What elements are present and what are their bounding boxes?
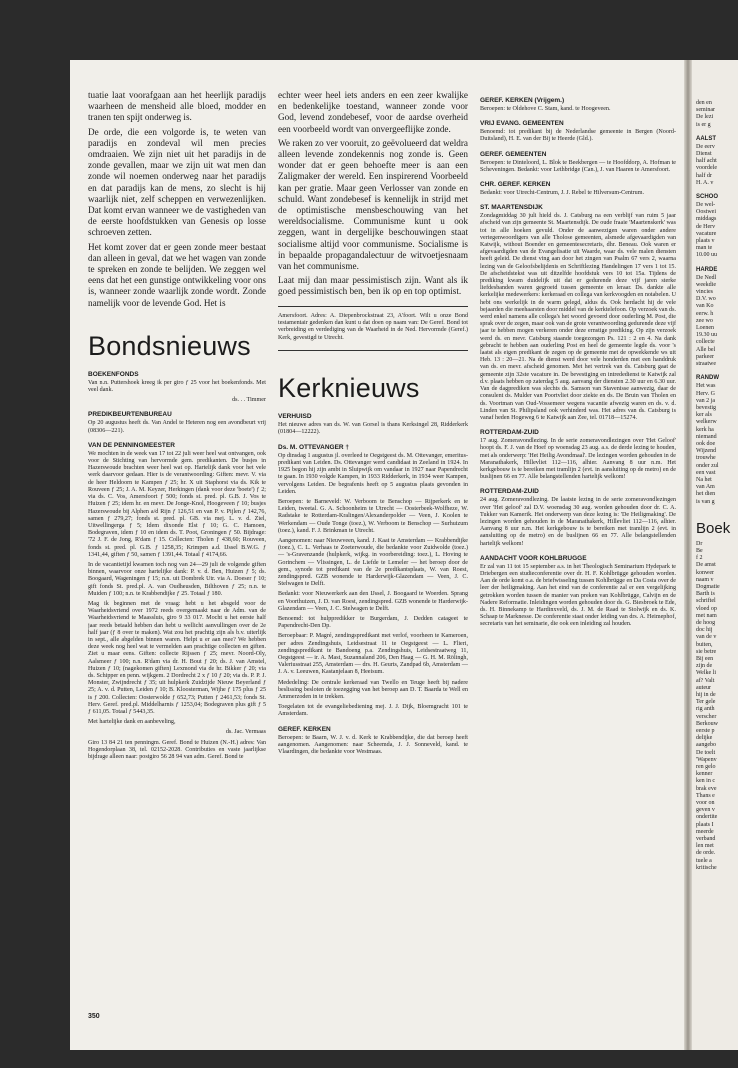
news-item-title: ROTTERDAM-ZUID [480, 429, 539, 437]
text-fragment: de orde. [696, 850, 716, 857]
text-fragment: Welke li [696, 670, 717, 677]
magazine-page [70, 60, 684, 1050]
text-fragment: geven v [696, 807, 715, 814]
book-spine [684, 60, 692, 1050]
text-fragment: van de v [696, 634, 717, 641]
text-fragment: 'Wapenv [696, 756, 717, 763]
text-fragment: D.V. wo [696, 296, 716, 303]
text-fragment: Loenen [696, 325, 714, 332]
text-fragment: Dienst [696, 151, 712, 158]
news-item-text: 24 aug. Zomeravondlezing. De laatste lezing in de serie zomeravondlezingen over 'Het geloof' zal D.V. woensdag 30 aug. worden gehouden door dr. C. A. Tukker van Kamerik. Het onderwerp van deze lezing is: 'De Heiligmaking'. De lezingen worden gehouden in de Maranathakerk, Hillevliet 112—116, alhier. Aanvang 8 uur n.m. Het kerkgebouw is te bereiken met tramlijn 2 (evt. in aansluiting op de metro) en de buslijnen 66 en 77. Alle belangstellenden hartelijk welkom! [480, 497, 676, 547]
text-fragment: Thans e [696, 792, 715, 799]
text-fragment: De toelt [696, 749, 716, 756]
text-fragment: onder zul [696, 462, 719, 469]
text-fragment: welkerw [696, 419, 717, 426]
text-fragment: naam v [696, 576, 714, 583]
news-item-text: In de vacantietijd kwamen toch nog van 24—29 juli de volgende giften binnen, waarvoor onze hartelijke dank: P. v. d. Ben, Huizen ƒ 5; ds. Boogaard, Wageningen ƒ 15; n.n. uit Dombrek Utr. via A. Doeser ƒ 10; gift fonds St. pred.pl. A. van Oudheusden, Bilthoven ƒ 25; n.n. te Muiden ƒ 100; n.n. te Krabbendijke ƒ 25. Totaal ƒ 180. [88, 561, 266, 597]
text-fragment: 19.30 uu [696, 332, 717, 339]
text-fragment: Dogmatie [696, 583, 720, 590]
news-item-text: Op 20 augustus heeft ds. Van Andel te Heteren nog een avondbeurt vrij (08306—221). [88, 420, 266, 434]
section-heading-kerknieuws: Kerknieuws [278, 373, 420, 404]
next-page-text [696, 100, 738, 872]
news-item-text: Het nieuwe adres van ds. W. van Gorsel is thans Kerksingel 28, Ridderkerk (01804—12222). [278, 422, 468, 436]
news-item-text: Zondagmiddag 30 juli hield ds. J. Catsburg na een verblijf van ruim 5 jaar afscheid van zijn gemeente St. Maartensdijk. De oude fraaie 'Maartenskerk' was tot in alle hoeken gevuld. Onder de aanwezigen waren onder andere vertegenwoordigers van alle Tholose gemeenten, alsmede afgevaardigden van Katwijk, without Boender en gemeentesecretaris, dhr. Beneau. Ook waren er afgevaardigden van de Evangelisatie uit Waarde, waar ds. vele malen diensten heeft geleid. De dienst ving aan door het zingen van Psalm 67 vers 2, waarna lezing van de Geloofsbelijdenis en Schriftlezing Handelingen 17 vers 1 tot 15. De afscheidstekst was uit ditzelfde hoofdstuk vers 10 tot 15a. Tijdens de prediking kwam duidelijk uit dat er gedurende deze vijf jaren sterke liefdesbanden waren gegroeid tussen gemeente en leraar. Ds. dankte alle kerkelijke medewerkers: kerkeraad en collega van kerkvoogden en notabelen. U hebt ons werkelijk in de warm gelegd, aldus ds. Ook herdacht hij de vele bejaarden die meehaarsten door middel van de kerktelefoon. Op verzoek van ds. werd enkel namens alle collega's het woord gevoerd door ouderling M. Post, die sprak over de zegen, maar ook van de grote verantwoording gedurende deze vijf jaar te hebben mogen verkeren onder deze ernstige prediking. Op zijn verzoek werd ds. en mevr. Catsburg staande toegezongen Ps. 121 : 2 en 4. Na dank gebracht te hebben aan ouderling Post en heel de gemeente legde ds. voor 's laatst als eigen predikant de zegen op de gemeente met de opwekkende ws uit Heb. 13 : 20—21. Na de dienst werd door vele honderden met een handdruk van ds. en mevr. afscheid genomen. Met het vertrek van ds. Catsburg gaat de gemeente zijn 32ste vacature in. De bevestiging en intrededienst te Katwijk zal d.v. plaats hebben op zaterdag 5 aug. aanvang der diensten 2.30 uur en 6.30 uur. Van de dagprediken was slechts ds. Samson van Stavenisse aanwezig, daar de consulent ds. Mulder van Poortvliet door ziekte en ds. De Bruin van Tholen en ds. Voortman van Oud-Vossemeer wegens vacantie afwezig waren en ds. v. d. Linden van St. Philipsland ook verhinderd was. Het adres van ds. Catsburg is vanaf heden Hogeweg 6 te Katwijk aan Zee, tel. 01718—15274. [480, 213, 676, 421]
text-fragment: straatwe [696, 361, 716, 368]
text-fragment: De lezi [696, 114, 714, 121]
text-fragment: af? Valt [696, 677, 715, 684]
text-fragment: sie betre [696, 648, 717, 655]
text-fragment: met nam [696, 612, 717, 619]
divider [278, 350, 468, 351]
text-fragment: delijke [696, 735, 713, 742]
text-fragment: ook doe [696, 440, 716, 447]
heading-fragment: Boek [696, 519, 731, 537]
text-fragment: ken in c [696, 778, 715, 785]
text-fragment: Het was [696, 383, 716, 390]
page-number: 350 [88, 1013, 100, 1020]
body-paragraph: tuatie laat voorafgaan aan het heerlijk paradijs waarheen de mensheid alle bloed, modder en tranen ten spijt onderweg is. [88, 90, 266, 123]
text-fragment: voor on [696, 800, 715, 807]
news-item-text: Met hartelijke dank en aanbeveling, [88, 719, 176, 726]
text-fragment: is er g [696, 121, 711, 128]
text-fragment: vincies [696, 289, 713, 296]
text-fragment: collecte [696, 339, 715, 346]
text-fragment: voordele [696, 165, 717, 172]
news-item-text: ds. . . Timmer [232, 397, 266, 404]
body-paragraph: De orde, die een volgorde is, te weten van paradijs en zondeval wil men precies omdraaien. We zijn niet uit het paradijs in de zonde gevallen, maar we zijn uit wat men dan zonde wil noemen onderweg naar het paradijs en dat paradijs kan de mens, zo slecht is hij waarlijk niet, zelf scheppen en verwezenlijken. Dat komt ervan wanneer we de vastigheden van de eerste hoofdstukken van Genesis op losse schroeven zetten. [88, 126, 266, 238]
text-fragment: 10.00 uu [696, 252, 717, 259]
text-fragment: zijn de [696, 663, 713, 670]
news-item-title: GEREF. KERKEN [278, 725, 331, 733]
text-fragment: het dien [696, 491, 716, 498]
text-fragment: Bij een [696, 656, 714, 662]
news-item-text: Bedankt: voor Nieuwerkerk aan den IJssel, J. Boogaard te Woerden. Sprang en Voorthuizen, J. D. van Roest, zendingspred. GZB wonende te Harderwijk-Glazendam — Veen, J. C. Stelwagen te Delft. [278, 591, 468, 612]
text-fragment: auteur [696, 684, 711, 691]
text-fragment: verscher [696, 713, 717, 720]
text-fragment: ren gelo [696, 764, 716, 771]
text-fragment: kerk ha [696, 426, 714, 433]
body-paragraph: echter weer heel iets anders en een zeer kwalijke en bedenkelijke toestand, wanneer zonde voor God, levend zondebesef, voor de aardse overheid een voorbeeld wordt van onvergeeflijke zonde. [278, 90, 468, 134]
text-fragment: Oostwei [696, 209, 716, 216]
news-item-title: CHR. GEREF. KERKEN [480, 181, 551, 189]
news-item-text: Bedankt: voor Utrecht-Centrum, J. J. Rebel te Hilversum-Centrum. [480, 190, 644, 197]
news-item-text: Beroepen: te Dinteloord, L. Blok te Beekbergen — te Hoofddorp, A. Hofman te Scheveningen. Bedankt: voor Lethbridge (Can.), J. van Haaren te Amersfoort. [480, 159, 676, 173]
text-fragment: eerw. h [696, 310, 714, 317]
column-1 [88, 90, 266, 764]
text-fragment: hij in de [696, 692, 716, 699]
body-paragraph: Laat mij dan maar pessimistisch zijn. Want als ik goed pessimistisch ben, ben ik op en top optimist. [278, 275, 468, 297]
text-fragment: de hoog [696, 619, 716, 626]
news-item-text: Er zal van 11 tot 15 september a.s. in het Theologisch Seminarium Hydepark te Driebergen een studieconferentie over dr. H. F. Kohlbrügge gehouden worden. Aan de orde komt o.a. de briefwisseling tussen Kohlbrügge en Da Costa over de leer der heiligmaking. Aan het eind van de conferentie zal er een vergelijking getrokken worden tussen de manier van preken van Kohlbrügge, Calvijn en de Nadere Reformatie. Inleidingen worden gehouden door ds. G. Biesbroek te Ede, ds. H. Binnekamp te Hardinxveld, ds. J. M. de Raad te Stolwijk en ds. K. Schaap te Marknesse. De conferentie staat onder leiding van drs. A. Heimephof, secretaris van het seminarie, die ook een inleiding zal houden. [480, 563, 676, 628]
text-fragment: half dr [696, 172, 712, 179]
text-fragment: bevestig [696, 404, 716, 411]
body-paragraph: We raken zo ver vooruit, zo geëvolueerd dat weldra alleen levende zondekennis nog zonde is. Geen wonder dat er geen behoefte meer is aan een Zaligmaker der wereld. Een inspirerend Voorbeeld kan per gratie. Maar geen Verlosser van zonde en schuld. Want zondebesef is kennelijk in strijd met de optimistische mensbeschouwing van het wereldsocialisme. Communisme kunt u ook zeggen, want in dergelijke beschouwingen staat socialisme altijd voor communisme. Socialisme is in bepaalde propagandalectuur de witvoetjesnaam van het communisme. [278, 137, 468, 272]
text-fragment: plaats I [696, 821, 714, 828]
text-fragment: ondertite [696, 814, 718, 821]
text-fragment: niemand [696, 433, 717, 440]
column-3 [480, 90, 676, 632]
text-fragment: den en [696, 100, 712, 106]
text-fragment: buiten, [696, 641, 713, 648]
body-paragraph: Het komt zover dat er geen zonde meer bestaat dan alleen in geval, dat we het wagen van zonde te spreken en zonde te belijden. We zeggen wel eens dat het een gunstige ontwikkeling voor ons is, wanneer zonde waarlijk zonde wordt. Zonde namelijk voor de levende God. Het is [88, 241, 266, 308]
text-fragment: Wijzend [696, 448, 717, 455]
news-item-title: VERHUISD [278, 413, 312, 421]
news-item-title: AANDACHT VOOR KOHLBRUGGE [480, 554, 587, 562]
next-page-edge [692, 60, 738, 1050]
text-fragment: weekdie [696, 281, 716, 288]
text-fragment: parkeer [696, 353, 714, 360]
text-fragment: Dr [696, 540, 703, 547]
text-fragment: man te [696, 245, 713, 252]
text-fragment: zee wo [696, 317, 713, 324]
news-item-text: 17 aug. Zomeravondlezing. In de serie zomeravondlezingen over 'Het Geloof' hoopt ds. F. J. van de Hoef op woensdag 23 aug. a.s. de derde lezing te houden, met als onderwerp: 'Het Heilig Avondmaal'. De lezingen worden gehouden in de Maranathakerk, Hillevliet 112—116, alhier. Aanvang 8 uur n.m. Het kerkgebouw is te bereiken met tramlijn 2 (evt. in aansluiting op de metro) en de buslijnen 66 en 77. Alle belangstellenden hartelijk welkom! [480, 438, 676, 481]
divider [278, 306, 468, 307]
text-fragment: Na het [696, 476, 712, 483]
text-fragment: De Nedl [696, 274, 717, 281]
news-item-title: BOEKENFONDS [88, 370, 139, 378]
text-fragment: Herv. G [696, 390, 715, 397]
text-fragment: Berkouw [696, 720, 718, 727]
text-fragment: De wel- [696, 202, 716, 209]
text-fragment: ker als [696, 412, 712, 419]
text-fragment: De amst [696, 562, 716, 569]
text-fragment: seminar [696, 107, 715, 114]
text-fragment: van 2 ja [696, 397, 715, 404]
news-item-text: Van n.n. Puttershoek kreeg ik per giro ƒ 25 voor het boekenfonds. Met veel dank. [88, 379, 266, 394]
column-2 [278, 90, 468, 759]
news-item-title: VAN DE PENNINGMEESTER [88, 441, 175, 449]
news-item-title: PREDIKBEURTENBUREAU [88, 411, 172, 419]
news-item-text: Beroepen: te Barneveld: W. Verboom te Benschop — Rijperkerk en te Leiden, tweetal. G. A. Schoonheim te Utrecht — Oosterbeek-Wolfheze, W. Radstake te Rotterdam-Kralingen/Alexanderpolder — Veen, J. Koolen te Werkendam — Oude Tonge (toez.), W. Verboom te Benschop — Surhuizum (toez.), kand. F. J. Brinkman te Utrecht. [278, 498, 468, 534]
news-item-text: Beroepen: te Oldehove C. Stam, kand. te Hoogeveen. [480, 106, 611, 112]
text-fragment: tuele a [696, 857, 712, 864]
news-item-text: Benoemd: tot hulppredikker te Burgerdam, J. Dedden catageet te Papendrecht-Den Dp. [278, 615, 468, 630]
text-fragment: meerde [696, 828, 714, 835]
news-item-title: Ds. M. OTTEVANGER † [278, 443, 350, 451]
news-item-text: Op dinsdag 1 augustus jl. overleed te Oegstgeest ds. M. Ottevanger, emeritus-predikant van Leiden. Ds. Ottevanger werd candidaat in Zeeland in 1924. In 1925 begon hij zijn ambt in Sluipwijk om vandaar in 1927 naar Papendrecht te gaan. In 1930 volgde Kampen, in 1933 Ridderkerk, in 1934 weer Kampen, vervolgens Leiden. De begrafenis heeft op 5 augustus plaats gevonden in Leiden. [278, 452, 468, 495]
news-item-text: Aangenomen: naar Nieuwveen, kand. J. Kaat te Amsterdam — Krabbendijke (toez.), C. L. Verhaas te Zoeterwoude, die bedankte voor Zuidwolde (toez.) — 's-Gravenzande (hulpkerk, wijkg. in voorbereiding: toez.), L. Hoving te Gorinchem — Vlissingen, L. de Liefde te Lemeler — het beroep door de gem., synode tot predikant van de 2e predikantsplaats, W. van Roest, zendingspred. GZB wonende te Harderwijk-Glazendam — Veen, J. C. Stelwagen te Delft. [278, 537, 468, 588]
text-fragment: van Ko [696, 303, 714, 310]
text-fragment: half acht [696, 158, 717, 165]
section-title-fragment: HARDE [696, 266, 718, 273]
text-fragment: vacature [696, 230, 717, 237]
news-item-title: ST. MAARTENSDIJK [480, 204, 543, 212]
news-item-text: Benoemd: tot predikant bij de Nederlandse gemeente in Bergen (Noord-Duitsland), H. E. van der Bij te Heerde (Gld.). [480, 129, 676, 143]
text-fragment: een vast [696, 469, 716, 476]
text-fragment: van Am [696, 484, 715, 491]
text-fragment: Be [696, 547, 703, 554]
text-fragment: is van g [696, 498, 715, 505]
text-fragment: plaats v [696, 238, 715, 245]
text-fragment: Barth is [696, 591, 715, 598]
news-item-text: Beroepbaar: P. Magré, zendingspredikant met verlof, voorheen te Kameroen, per adres Zendingshuis, Leidsestraat 11 te Oegstgeest — L. Flieri, zendingspredikant te Bandoeng p.a. Zendingshuis, Leidsestraatweg 11, Oegstgeest — ir. A. Mast, Suzannaland 206, Den Haag — G. H. M. Rölingh, Valeriusstraat 255, Amsterdam — drs. H. Geurts, Zandpad 6b, Amsterdam — J. A. v. Leeuwen, Kastanjelaan 8, Heeisum. [278, 633, 468, 676]
text-fragment: de Herv [696, 223, 716, 230]
text-fragment: De eerv [696, 143, 715, 150]
news-item-title: GEREF. KERKEN (Vrijgem.) [480, 97, 565, 104]
text-fragment: Ter gele [696, 699, 716, 706]
news-item-text: Toegelaten tot de evangeliebediening mej. J. J. Dijk, Bloemgracht 101 te Amsterdam. [278, 704, 468, 718]
signature: ds. Jac. Vermaas [225, 729, 266, 736]
news-item-text: Mag ik beginnen met de vraag: hebt u het absgeld voor de Waarheidsvriend over 1972 reeds overgemaakt naar de Adm. van de Waarheidsvriend te Maassluis, giro 9 33 017. Mocht u het eerste half jaar reeds betaald hebben dan hebt u wellicht aanvullingen over de 2e half jaar (ƒ 8 over te maken). Wat zou het prachtig zijn als b.v. uiterlijk in sept., alle abgelden binnen waren. Helpt u er aan mee? We hebben deze week nog heel wat te vermelden aan prachtige collecten en giften. Ziet u maar eens. Giften: collecte Rijssen ƒ 25; mevr. Noord-Oly, Aalsmeer ƒ 100; n.n. R'dam via dr. H. Bout ƒ 20; ds. J. van Amstel, Huizen ƒ 10; (nagekomen giften) Lexmond via de hr. Bikker ƒ 20; via ds. Schipper en penn. wijkgem. 2 Dordrecht 2 x ƒ 10 ƒ 20; via ds. P. P. J. Monster, Zwijndrecht ƒ 35; uit hulpkerk Zuidzijde Nieuw Beyerland ƒ 25; A. v. d. Putten, Leiden ƒ 10; B. Kloosterman, Wijhe ƒ 175 plus ƒ 25 is ƒ 200. Collecten: Oosterwolde ƒ 652,73; Putten ƒ 2461,53; fonds St. Herv. Geref. pred.pl. Middelharnis ƒ 1253,04; Bodegraven plus gift ƒ 5 ƒ 611,05. Totaal ƒ 5443,35. [88, 600, 266, 715]
text-fragment: f 2 [696, 555, 703, 562]
section-title-fragment: AALST [696, 135, 716, 142]
news-item-title: ROTTERDAM-ZUID [480, 488, 539, 496]
text-fragment: len met [696, 843, 714, 850]
text-fragment: verband [696, 836, 716, 843]
news-item-title: GEREF. GEMEENTEN [480, 150, 547, 158]
text-fragment: eerste p [696, 728, 715, 735]
text-fragment: kenner [696, 771, 713, 778]
text-fragment: H. A. v [696, 179, 714, 186]
text-fragment: vloed op [696, 605, 717, 612]
news-item-text: Mededeling: De centrale kerkeraad van Twello en Teuge heeft bij nadere beslissing besloten de toezegging van het beroep aan D. T. Baarda te Well en Ammerzoden in te trekken. [278, 679, 468, 700]
text-fragment: trouwhe [696, 455, 716, 462]
section-heading-bondsnieuws: Bondsnieuws [88, 330, 251, 361]
text-fragment: Alle bel [696, 346, 716, 353]
news-item-title: VRIJ EVANG. GEMEENTEN [480, 120, 564, 128]
text-fragment: rig anth [696, 706, 715, 713]
section-title-fragment: SCHOO [696, 194, 719, 201]
bond-address-note: Amersfoort. Adres: A. Diepenbrockstraat 23, A'foort. Wilt u onze Bond testamentair gedenken dan kunt u dat doen op naam van: De Geref. Bond tot verbreiding en verdediging van de Waarheid in de Ned. Hervormde (Geref.) Kerk, gevestigd te Utrecht. [278, 312, 468, 341]
text-fragment: doc hij [696, 627, 713, 634]
text-fragment: konwer [696, 569, 714, 576]
text-fragment: schriftel [696, 598, 716, 605]
text-fragment: brak eve [696, 785, 717, 792]
section-title-fragment: RANDW [696, 375, 719, 382]
text-fragment: kritische [696, 864, 717, 871]
news-item-text: We mochten in de week van 17 tot 22 juli weer heel wat ontvangen, ook voor de Stichting van hervormde gem. predikanten. De busjes in Hazerswoude brachten weer heel wat op. Hartelijk dank voor het vele werk daarvoor gedaan. Hier is de verantwoording: Giften: mevr. V. via de heer Heldoorn te Kampen ƒ 25; hr. X uit Staphorst via ds. Kik te Rouveen ƒ 25; J. A. M. Keyzer, Herkingen (dank voor deze 'boete') ƒ 2; via ds. C. Vos, Amersfoort ƒ 500; fonds st. pred. pl. G.B. J. Vos te Huizen ƒ 25; idem hr. en mevr. De Jonge-Knol, Hoogeveen ƒ 10; busjes Hazerswoude bij Alphen a/d Rijn ƒ 126,51 en van P. v. Pijlen ƒ 142,76, samen ƒ 279,27; fonds st. pred. pl. GB. via mej. L. v. d. Ziel, Uitwellingerga ƒ 5; Idem dixonde Elst ƒ 10; G. C. Hamoen, Bodegraven, idem ƒ 10 en idem ds. T. Poot, Groningen ƒ 50. Bijdrage: '72 J. F. de Jong, R'dam ƒ 15. Collecten: Tholen ƒ 438,60; Rouveen, fonds st. pred. pl. G.B. ƒ 1258,35; Krimpen a.d. IJssel B.W.G. ƒ 1341,44, giften ƒ 50, samen ƒ 1391,44. Totaal ƒ 4174,66. [88, 450, 266, 558]
footer-note: Giro 13 84 21 ten penningm. Geref. Bond te Huizen (N.-H.) adres: Van Hogendorplaan 38, tel. 02152-2028. Contributies en vaste jaarlijkse bijdrage alleen naar: postgiro 56 28 94 van adm. Geref. Bond te [88, 739, 266, 760]
text-fragment: aangebo [696, 742, 716, 749]
news-item-text: Beroepen: te Baarn, W. J. v. d. Kerk te Krabbendijke, die dat beroep heeft aangenomen. Aangenomen: naar Scheemda, J. J. Sonneveld, kand. te Vlaardingen, die bedankte voor Westmaas. [278, 734, 468, 755]
text-fragment: middags [696, 216, 717, 223]
